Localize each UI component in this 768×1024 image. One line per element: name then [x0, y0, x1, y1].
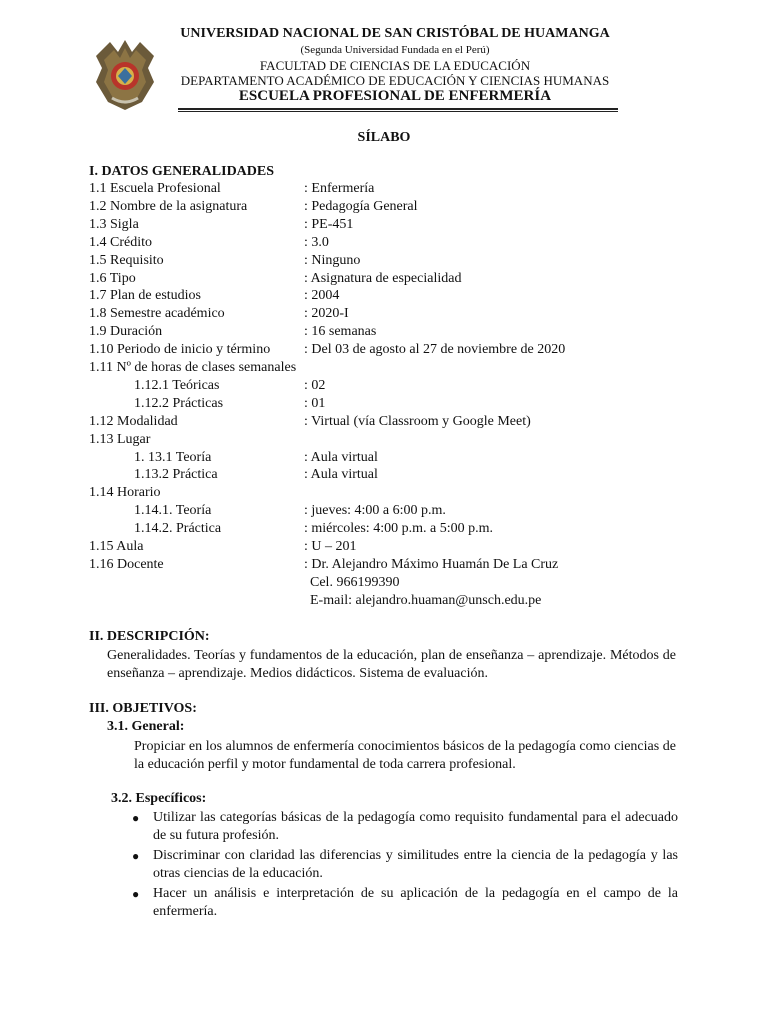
row-label: 1.13 Lugar — [89, 431, 151, 447]
general-data-row — [0, 378, 768, 396]
row-value: : 2020-I — [304, 306, 349, 322]
general-data-row — [0, 271, 768, 289]
row-value: : 01 — [304, 395, 326, 411]
row-value: : 02 — [304, 377, 326, 393]
specific-objective-item — [132, 847, 678, 883]
general-data-row — [0, 306, 768, 324]
general-data-row — [0, 217, 768, 235]
specific-objectives-list — [132, 809, 678, 923]
docente-email: E-mail: alejandro.huaman@unsch.edu.pe — [310, 593, 542, 608]
row-label: 1.16 Docente — [89, 556, 164, 572]
row-value: : Virtual (vía Classroom y Google Meet) — [304, 413, 531, 429]
general-data-row — [0, 235, 768, 253]
document-title: SÍLABO — [357, 130, 411, 145]
bullet-icon: ● — [132, 849, 140, 863]
row-value: : U – 201 — [304, 539, 357, 554]
row-value: : PE-451 — [304, 216, 354, 232]
row-label: 1.12.2 Prácticas — [134, 395, 224, 411]
row-value: : Ninguno — [304, 252, 361, 268]
row-value: : Enfermería — [304, 181, 375, 196]
section-2-heading: II. DESCRIPCIÓN: — [89, 629, 210, 644]
section-1-heading: I. DATOS GENERALIDADES — [89, 164, 275, 179]
row-value: : jueves: 4:00 a 6:00 p.m. — [304, 503, 446, 519]
row-label: 1.14.1. Teoría — [134, 503, 212, 519]
general-data-row — [0, 557, 768, 575]
bullet-icon: ● — [132, 887, 140, 901]
row-label: 1.6 Tipo — [89, 270, 136, 286]
general-data-row — [0, 450, 768, 468]
row-label: 1.14.2. Práctica — [134, 521, 222, 537]
row-value: : Del 03 de agosto al 27 de noviembre de 2020 — [304, 342, 566, 358]
general-data-row — [0, 521, 768, 539]
specific-objective-text: Discriminar con claridad las diferencias y similitudes entre la ciencia de la pedagogía y las otras ciencias de la educación. — [153, 848, 678, 881]
general-data-row — [0, 360, 768, 378]
bullet-icon: ● — [132, 811, 140, 825]
general-objective-heading: 3.1. General: — [107, 719, 185, 734]
row-label: 1.14 Horario — [89, 485, 161, 501]
row-value: : Aula virtual — [304, 467, 378, 483]
row-label: 1.15 Aula — [89, 539, 144, 554]
row-label: 1.8 Semestre académico — [89, 306, 225, 322]
general-data-row — [0, 199, 768, 217]
row-value: : Asignatura de especialidad — [304, 270, 462, 286]
general-data-row — [0, 288, 768, 306]
row-value: : Pedagogía General — [304, 198, 418, 214]
row-value: : Aula virtual — [304, 449, 378, 465]
general-data-row — [0, 432, 768, 450]
row-value: : Dr. Alejandro Máximo Huamán De La Cruz — [304, 556, 559, 572]
row-value: : miércoles: 4:00 p.m. a 5:00 p.m. — [304, 521, 493, 537]
row-label: 1.5 Requisito — [89, 252, 164, 268]
row-value: : 16 semanas — [304, 324, 377, 340]
university-subtitle: (Segunda Universidad Fundada en el Perú) — [300, 44, 490, 56]
row-value: : 3.0 — [304, 234, 329, 250]
docente-phone: Cel. 966199390 — [310, 575, 400, 590]
specific-objective-text: Utilizar las categorías básicas de la pedagogía como requisito fundamental para el adecuado de su futura profesión. — [153, 810, 678, 843]
general-data-row — [0, 324, 768, 342]
general-data-row — [0, 342, 768, 360]
general-data-row — [0, 485, 768, 503]
header-divider — [178, 108, 618, 112]
row-label: 1.10 Periodo de inicio y término — [89, 342, 271, 358]
row-label: 1.12 Modalidad — [89, 413, 178, 429]
general-data-row — [0, 539, 768, 557]
row-label: 1.3 Sigla — [89, 216, 139, 232]
specific-objective-item — [132, 809, 678, 845]
row-label: 1.13.2 Práctica — [134, 467, 218, 483]
row-label: 1.2 Nombre de la asignatura — [89, 198, 248, 214]
row-label: 1.7 Plan de estudios — [89, 288, 201, 304]
row-label: 1.4 Crédito — [89, 234, 152, 250]
general-data-row — [0, 467, 768, 485]
general-data-row — [0, 253, 768, 271]
specific-objective-item — [132, 885, 678, 921]
general-objective-text: Propiciar en los alumnos de enfermería conocimientos básicos de la pedagogía como ciencias de la educación perfil y motor fundamental de toda carrera profesional. — [134, 739, 676, 772]
general-data-row — [0, 181, 768, 199]
row-label: 1.11 Nº de horas de clases semanales — [89, 360, 297, 375]
row-label: 1.1 Escuela Profesional — [89, 181, 221, 196]
faculty-name: FACULTAD DE CIENCIAS DE LA EDUCACIÓN — [259, 58, 531, 73]
row-label: 1.12.1 Teóricas — [134, 377, 220, 393]
department-name: DEPARTAMENTO ACADÉMICO DE EDUCACIÓN Y CIENCIAS HUMANAS — [180, 73, 610, 88]
specific-objectives-heading: 3.2. Específicos: — [111, 791, 207, 806]
description-text: Generalidades. Teorías y fundamentos de la educación, plan de enseñanza – aprendizaje. Métodos de enseñanza – aprendizaje. Medios didácticos. Sistema de evaluación. — [107, 648, 676, 681]
section-3-heading: III. OBJETIVOS: — [89, 701, 197, 716]
row-label: 1.9 Duración — [89, 324, 163, 340]
university-crest-logo — [92, 38, 158, 112]
school-name: ESCUELA PROFESIONAL DE ENFERMERÍA — [238, 88, 552, 104]
row-label: 1. 13.1 Teoría — [134, 449, 212, 465]
row-value: : 2004 — [304, 288, 340, 304]
general-data-row — [0, 396, 768, 414]
general-data-row — [0, 503, 768, 521]
general-data-row — [0, 414, 768, 432]
specific-objective-text: Hacer un análisis e interpretación de su aplicación de la pedagogía en el campo de la enfermería. — [153, 886, 678, 919]
university-name: UNIVERSIDAD NACIONAL DE SAN CRISTÓBAL DE HUAMANGA — [180, 26, 610, 41]
